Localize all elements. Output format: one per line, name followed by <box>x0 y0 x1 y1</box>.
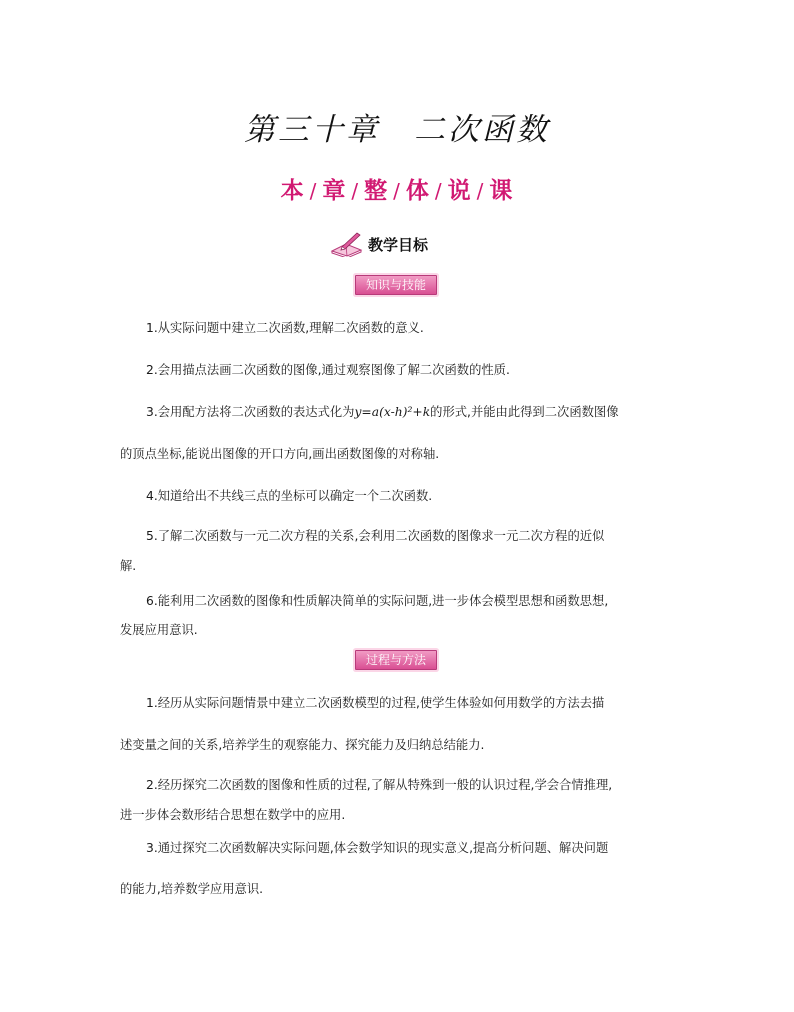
objective-line: 1.经历从实际问题情景中建立二次函数模型的过程,使学生体验如何用数学的方法去描 <box>146 696 605 710</box>
objective-item <box>120 838 676 856</box>
section-heading <box>330 231 428 257</box>
objective-item-continued <box>120 735 676 753</box>
banner-char: 整 <box>364 178 389 204</box>
lesson-banner: 本 / 章 / 整 / 体 / 说 / 课 <box>280 178 514 204</box>
objective-item <box>120 360 676 378</box>
objective-line-with-formula <box>120 402 676 420</box>
objective-line: 述变量之间的关系,培养学生的观察能力、探究能力及归纳总结能力. <box>120 738 485 752</box>
objective-item-continued <box>120 879 676 897</box>
objective-line: 6.能利用二次函数的图像和性质解决简单的实际问题,进一步体会模型思想和函数思想, <box>146 594 609 608</box>
objective-item <box>120 486 676 504</box>
objective-text: 3.会用配方法将二次函数的表达式化为 <box>146 405 355 419</box>
chapter-title: 第三十章 二次函数 <box>244 112 550 148</box>
banner-char: 章 <box>322 178 347 204</box>
objective-item <box>120 693 676 711</box>
objective-item <box>120 402 676 420</box>
banner-char: 说 <box>447 178 472 204</box>
objective-line: 3.通过探究二次函数解决实际问题,体会数学知识的现实意义,提高分析问题、解决问题 <box>146 841 609 855</box>
objective-line: 1.从实际问题中建立二次函数,理解二次函数的意义. <box>146 321 424 335</box>
objective-line: 的能力,培养数学应用意识. <box>120 882 264 896</box>
objective-line: 解. <box>120 559 137 573</box>
objective-item-continued <box>120 620 676 638</box>
banner-char: 体 <box>405 178 430 204</box>
objective-item <box>120 775 676 793</box>
objective-item-continued <box>120 805 676 823</box>
objective-line: 2.经历探究二次函数的图像和性质的过程,了解从特殊到一般的认识过程,学会合情推理, <box>146 778 613 792</box>
section-title: 教学目标 <box>368 235 429 254</box>
book-pen-icon <box>330 231 364 257</box>
banner-char: 课 <box>489 178 514 204</box>
objective-line: 发展应用意识. <box>120 623 198 637</box>
objective-item-continued <box>120 444 676 462</box>
objective-line: 进一步体会数形结合思想在数学中的应用. <box>120 808 346 822</box>
banner-char: 本 <box>280 178 305 204</box>
tag-process-methods: 过程与方法 <box>355 650 437 670</box>
vertex-form-formula: y=a(x-h)²+k <box>354 405 431 419</box>
tag-knowledge-skills: 知识与技能 <box>355 275 437 295</box>
objective-line: 的顶点坐标,能说出图像的开口方向,画出函数图像的对称轴. <box>120 447 440 461</box>
objective-text: 的形式,并能由此得到二次函数图像 <box>430 405 619 419</box>
objective-item <box>120 318 676 336</box>
objective-item <box>120 526 676 544</box>
objective-line: 5.了解二次函数与一元二次方程的关系,会利用二次函数的图像求一元二次方程的近似 <box>146 529 605 543</box>
objective-item <box>120 591 676 609</box>
objective-line: 2.会用描点法画二次函数的图像,通过观察图像了解二次函数的性质. <box>146 363 510 377</box>
objective-line: 4.知道给出不共线三点的坐标可以确定一个二次函数. <box>146 489 433 503</box>
objective-item-continued <box>120 556 676 574</box>
